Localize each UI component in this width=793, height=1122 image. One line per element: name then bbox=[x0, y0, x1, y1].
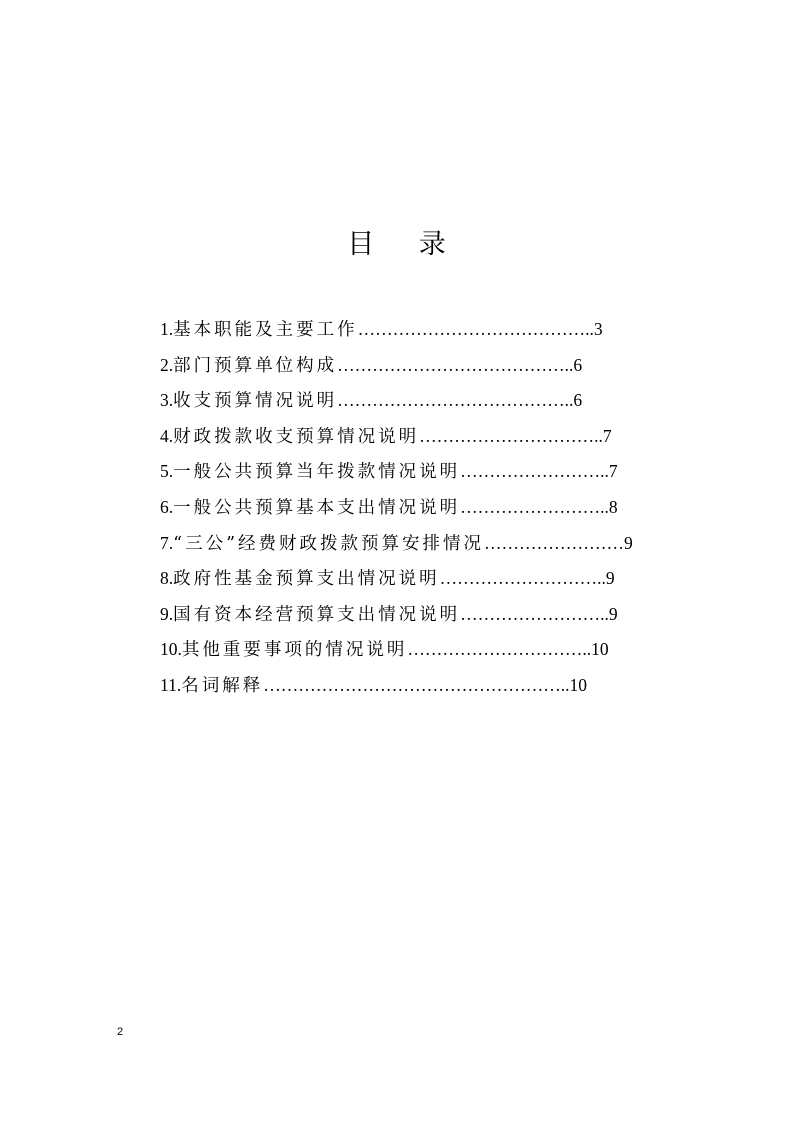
toc-entry-number: 2. bbox=[160, 354, 174, 375]
toc-entry-7[interactable] bbox=[160, 526, 680, 562]
toc-leader-dots: …………………….. bbox=[460, 461, 609, 482]
toc-leader-dots: …………………… bbox=[484, 532, 625, 553]
table-of-contents bbox=[160, 312, 680, 704]
toc-entry-2[interactable] bbox=[160, 348, 680, 384]
toc-entry-page: 9 bbox=[605, 568, 615, 589]
toc-entry-4[interactable] bbox=[160, 419, 680, 455]
toc-leader-dots: ………………………….. bbox=[407, 639, 592, 660]
toc-entry-page: 3 bbox=[593, 319, 603, 339]
toc-entry-10[interactable] bbox=[160, 632, 680, 668]
toc-leader-dots: ………………………………….. bbox=[357, 319, 594, 339]
toc-leader-dots: ………………………………….. bbox=[337, 354, 574, 375]
toc-entry-number: 9. bbox=[160, 603, 174, 624]
toc-entry-title: 国有资本经营预算支出情况说明 bbox=[173, 604, 461, 625]
page-number: 2 bbox=[117, 1026, 124, 1038]
toc-entry-title: 基本职能及主要工作 bbox=[173, 320, 358, 340]
toc-entry-page: 7 bbox=[608, 461, 618, 482]
toc-leader-dots: …………………….. bbox=[460, 603, 609, 624]
toc-entry-title: 收支预算情况说明 bbox=[173, 391, 338, 412]
toc-entry-5[interactable] bbox=[160, 454, 680, 490]
toc-entry-number: 8. bbox=[160, 568, 174, 589]
toc-entry-3[interactable] bbox=[160, 383, 680, 419]
toc-entry-page: 6 bbox=[573, 390, 583, 411]
toc-entry-page: 10 bbox=[591, 639, 609, 660]
toc-leader-dots: ……………………….. bbox=[439, 568, 606, 589]
toc-entry-number: 4. bbox=[160, 425, 174, 446]
toc-entry-page: 9 bbox=[608, 603, 618, 624]
page-title: 目 录 bbox=[347, 229, 464, 260]
toc-entry-page: 10 bbox=[569, 674, 587, 695]
toc-entry-number: 7. bbox=[160, 532, 174, 553]
toc-entry-title: 财政拨款收支预算情况说明 bbox=[173, 426, 420, 447]
toc-leader-dots: …………………….. bbox=[460, 496, 609, 517]
toc-entry-8[interactable] bbox=[160, 561, 680, 597]
toc-entry-title: “三公”经费财政拨款预算安排情况 bbox=[173, 533, 485, 554]
toc-entry-number: 10. bbox=[160, 639, 182, 660]
toc-entry-page: 9 bbox=[624, 532, 633, 553]
toc-entry-title: 政府性基金预算支出情况说明 bbox=[173, 569, 440, 590]
toc-entry-9[interactable] bbox=[160, 597, 680, 633]
toc-entry-1[interactable] bbox=[160, 312, 680, 348]
toc-entry-number: 1. bbox=[160, 319, 174, 339]
toc-leader-dots: …………………………………………….. bbox=[263, 674, 570, 695]
toc-entry-title: 部门预算单位构成 bbox=[173, 355, 338, 376]
toc-entry-number: 3. bbox=[160, 390, 174, 411]
toc-leader-dots: ………………………………….. bbox=[337, 390, 574, 411]
toc-leader-dots: ………………………….. bbox=[419, 425, 603, 446]
toc-entry-title: 其他重要事项的情况说明 bbox=[181, 640, 408, 661]
toc-entry-number: 5. bbox=[160, 461, 174, 482]
toc-entry-11[interactable] bbox=[160, 668, 680, 704]
toc-entry-title: 一般公共预算基本支出情况说明 bbox=[173, 497, 461, 518]
toc-entry-number: 6. bbox=[160, 496, 174, 517]
toc-entry-page: 6 bbox=[573, 354, 583, 375]
toc-entry-number: 11. bbox=[160, 674, 182, 695]
toc-entry-title: 名词解释 bbox=[181, 675, 264, 696]
toc-entry-6[interactable] bbox=[160, 490, 680, 526]
toc-entry-page: 8 bbox=[608, 496, 618, 517]
toc-entry-page: 7 bbox=[602, 425, 612, 446]
toc-entry-title: 一般公共预算当年拨款情况说明 bbox=[173, 462, 461, 483]
